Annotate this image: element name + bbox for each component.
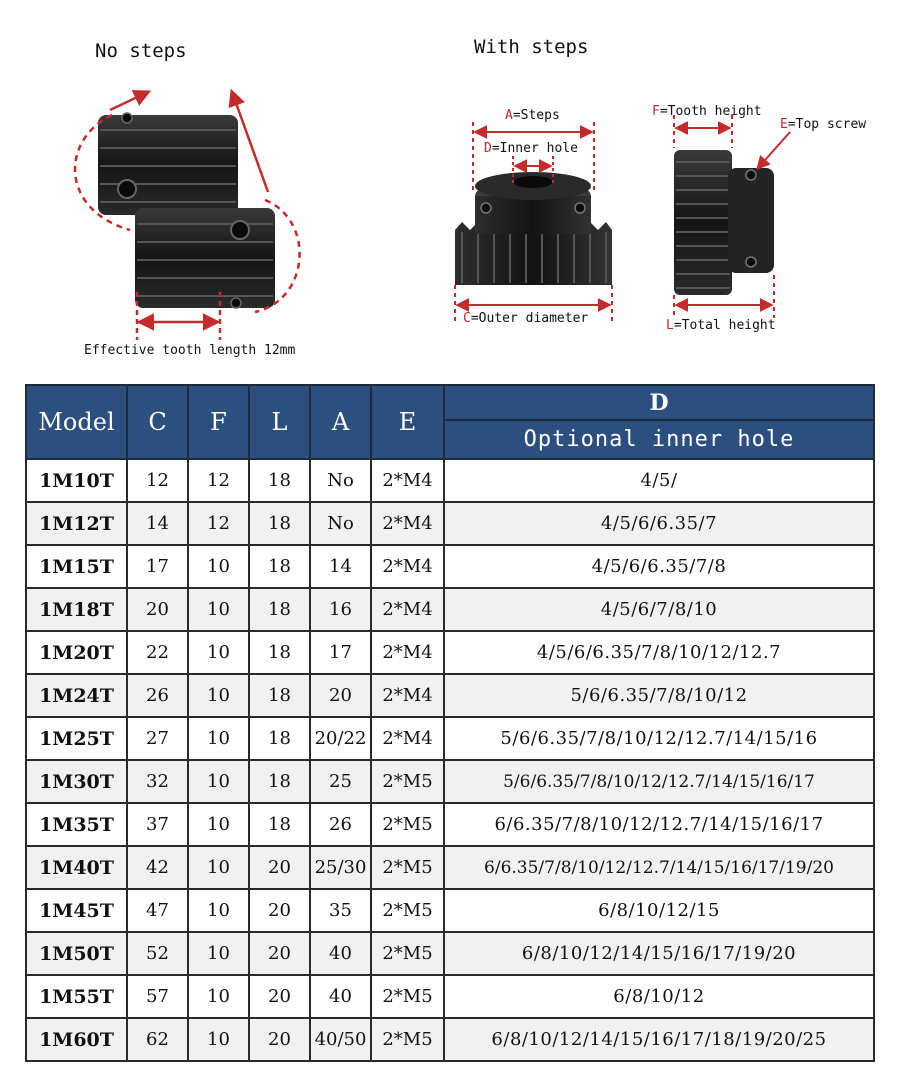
header-f: F [188, 385, 249, 459]
header-d-optional-inner-hole: Optional inner hole [444, 420, 874, 459]
cell-c: 42 [127, 846, 188, 889]
cell-model: 1M45T [26, 889, 127, 932]
cell-a: 14 [310, 545, 371, 588]
cell-e: 2*M5 [371, 760, 444, 803]
table-row [26, 846, 874, 889]
with-steps-title: With steps [474, 36, 589, 58]
cell-f: 10 [188, 1018, 249, 1061]
cell-f: 10 [188, 846, 249, 889]
cell-d: 6/6.35/7/8/10/12/12.7/14/15/16/17/19/20 [444, 846, 874, 889]
cell-d: 6/6.35/7/8/10/12/12.7/14/15/16/17 [444, 803, 874, 846]
label-a-steps: A=Steps [505, 108, 560, 123]
cell-model: 1M12T [26, 502, 127, 545]
cell-d: 6/8/10/12/14/15/16/17/18/19/20/25 [444, 1018, 874, 1061]
cell-e: 2*M4 [371, 588, 444, 631]
cell-a: No [310, 459, 371, 502]
cell-model: 1M55T [26, 975, 127, 1018]
cell-e: 2*M4 [371, 631, 444, 674]
cell-model: 1M15T [26, 545, 127, 588]
cell-f: 10 [188, 717, 249, 760]
table-row [26, 803, 874, 846]
label-d-inner-hole: D=Inner hole [484, 141, 578, 156]
label-l-total-height: L=Total height [666, 318, 776, 333]
table-row [26, 459, 874, 502]
cell-f: 12 [188, 502, 249, 545]
cell-a: 25 [310, 760, 371, 803]
cell-d: 4/5/ [444, 459, 874, 502]
cell-a: 40 [310, 975, 371, 1018]
cell-d: 5/6/6.35/7/8/10/12/12.7/14/15/16/17 [444, 760, 874, 803]
cell-c: 52 [127, 932, 188, 975]
cell-c: 37 [127, 803, 188, 846]
step-gear-front [455, 172, 612, 285]
cell-a: 35 [310, 889, 371, 932]
cell-l: 20 [249, 975, 310, 1018]
cell-model: 1M35T [26, 803, 127, 846]
cell-c: 26 [127, 674, 188, 717]
cell-d: 4/5/6/6.35/7/8/10/12/12.7 [444, 631, 874, 674]
table-row [26, 502, 874, 545]
cell-d: 6/8/10/12 [444, 975, 874, 1018]
header-l: L [249, 385, 310, 459]
cell-model: 1M40T [26, 846, 127, 889]
gear-spec-table [25, 384, 875, 1062]
cell-d: 4/5/6/6.35/7/8 [444, 545, 874, 588]
cell-f: 10 [188, 545, 249, 588]
spec-table-body [26, 459, 874, 1061]
cell-a: No [310, 502, 371, 545]
cell-c: 27 [127, 717, 188, 760]
cell-f: 10 [188, 674, 249, 717]
cell-d: 4/5/6/7/8/10 [444, 588, 874, 631]
cell-c: 22 [127, 631, 188, 674]
cell-l: 18 [249, 459, 310, 502]
no-steps-title: No steps [95, 40, 187, 62]
header-d: D [444, 385, 874, 420]
cell-f: 10 [188, 803, 249, 846]
cell-f: 10 [188, 932, 249, 975]
cell-l: 18 [249, 674, 310, 717]
cell-c: 12 [127, 459, 188, 502]
cell-e: 2*M5 [371, 975, 444, 1018]
cell-a: 20/22 [310, 717, 371, 760]
cell-c: 14 [127, 502, 188, 545]
header-e: E [371, 385, 444, 459]
cell-c: 47 [127, 889, 188, 932]
cell-c: 20 [127, 588, 188, 631]
cell-model: 1M50T [26, 932, 127, 975]
cell-e: 2*M5 [371, 932, 444, 975]
cell-l: 18 [249, 502, 310, 545]
label-f-tooth-height: F=Tooth height [652, 104, 762, 119]
table-row [26, 674, 874, 717]
cell-e: 2*M5 [371, 1018, 444, 1061]
table-row [26, 889, 874, 932]
header-a: A [310, 385, 371, 459]
cell-l: 18 [249, 717, 310, 760]
label-e-top-screw: E=Top screw [780, 117, 867, 132]
cell-model: 1M20T [26, 631, 127, 674]
no-step-gear-lower [135, 208, 275, 308]
cell-l: 18 [249, 760, 310, 803]
cell-e: 2*M4 [371, 717, 444, 760]
cell-c: 32 [127, 760, 188, 803]
cell-f: 10 [188, 975, 249, 1018]
cell-f: 12 [188, 459, 249, 502]
cell-a: 16 [310, 588, 371, 631]
table-row [26, 545, 874, 588]
cell-l: 20 [249, 889, 310, 932]
cell-model: 1M30T [26, 760, 127, 803]
cell-l: 18 [249, 545, 310, 588]
cell-l: 20 [249, 1018, 310, 1061]
cell-f: 10 [188, 760, 249, 803]
cell-c: 17 [127, 545, 188, 588]
table-row [26, 631, 874, 674]
table-row [26, 588, 874, 631]
cell-model: 1M10T [26, 459, 127, 502]
cell-a: 26 [310, 803, 371, 846]
cell-e: 2*M4 [371, 459, 444, 502]
cell-d: 4/5/6/6.35/7 [444, 502, 874, 545]
cell-e: 2*M4 [371, 502, 444, 545]
step-gear-side [674, 150, 774, 295]
cell-a: 40 [310, 932, 371, 975]
cell-a: 25/30 [310, 846, 371, 889]
cell-f: 10 [188, 631, 249, 674]
cell-a: 17 [310, 631, 371, 674]
cell-model: 1M24T [26, 674, 127, 717]
table-row [26, 1018, 874, 1061]
effective-tooth-length-label: Effective tooth length 12mm [84, 343, 296, 358]
cell-d: 5/6/6.35/7/8/10/12/12.7/14/15/16 [444, 717, 874, 760]
cell-model: 1M18T [26, 588, 127, 631]
table-row [26, 975, 874, 1018]
table-row [26, 717, 874, 760]
table-row [26, 932, 874, 975]
cell-f: 10 [188, 588, 249, 631]
cell-model: 1M25T [26, 717, 127, 760]
cell-c: 57 [127, 975, 188, 1018]
cell-e: 2*M4 [371, 545, 444, 588]
cell-e: 2*M5 [371, 889, 444, 932]
cell-d: 6/8/10/12/14/15/16/17/19/20 [444, 932, 874, 975]
cell-a: 20 [310, 674, 371, 717]
header-model: Model [26, 385, 127, 459]
cell-model: 1M60T [26, 1018, 127, 1061]
cell-f: 10 [188, 889, 249, 932]
cell-l: 20 [249, 846, 310, 889]
no-step-gear-upper [98, 113, 238, 215]
cell-l: 18 [249, 803, 310, 846]
label-c-outer-diameter: C=Outer diameter [463, 311, 589, 326]
cell-d: 5/6/6.35/7/8/10/12 [444, 674, 874, 717]
cell-e: 2*M4 [371, 674, 444, 717]
header-c: C [127, 385, 188, 459]
cell-a: 40/50 [310, 1018, 371, 1061]
cell-l: 18 [249, 588, 310, 631]
cell-l: 20 [249, 932, 310, 975]
cell-e: 2*M5 [371, 803, 444, 846]
cell-l: 18 [249, 631, 310, 674]
table-row [26, 760, 874, 803]
gear-illustration [0, 0, 900, 380]
cell-d: 6/8/10/12/15 [444, 889, 874, 932]
cell-c: 62 [127, 1018, 188, 1061]
cell-e: 2*M5 [371, 846, 444, 889]
